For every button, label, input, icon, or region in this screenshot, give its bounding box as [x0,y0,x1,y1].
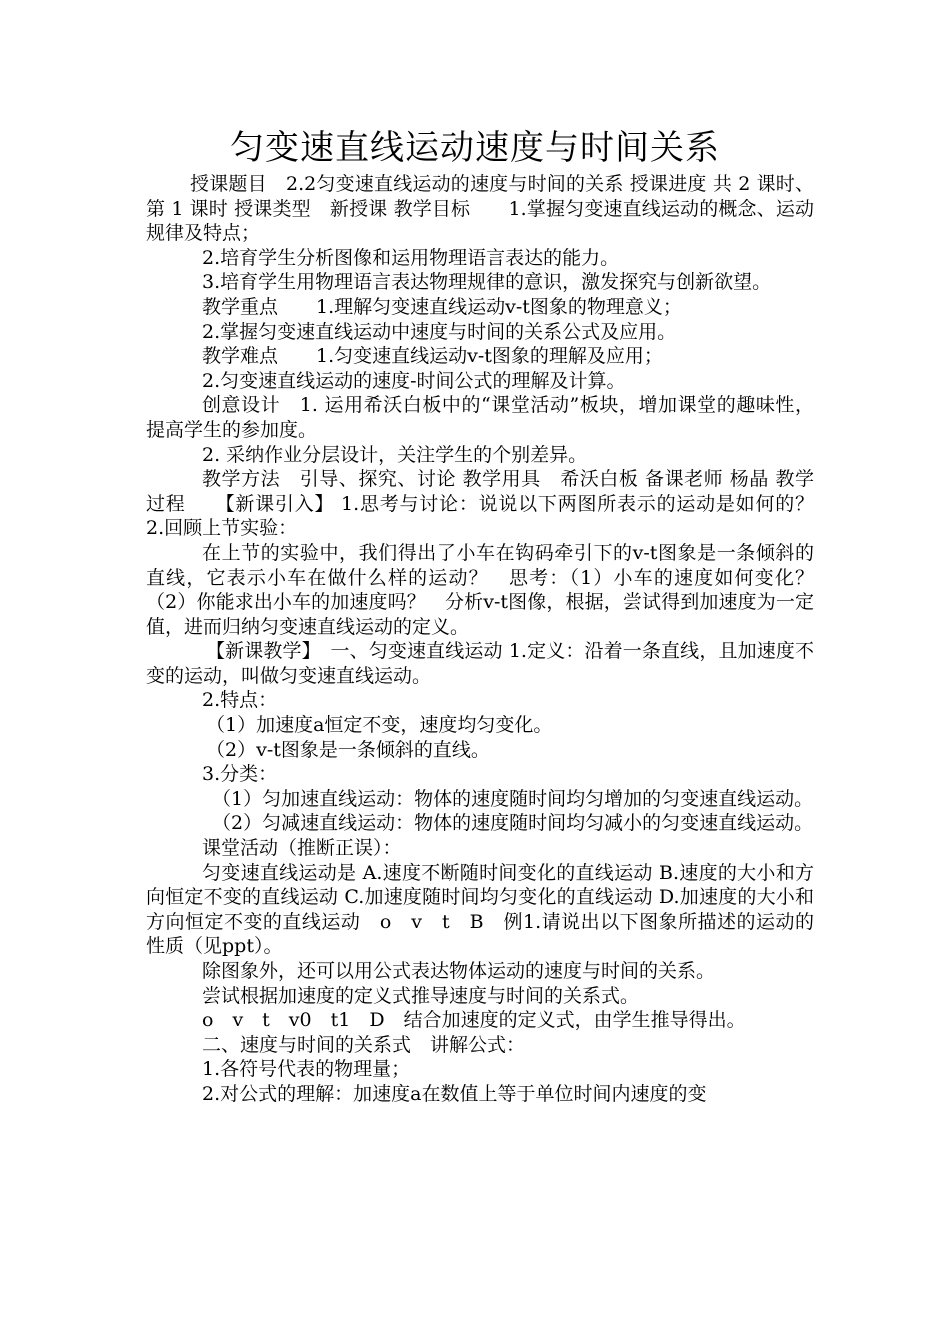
paragraph: 3.培育学生用物理语言表达物理规律的意识，激发探究与创新欲望。 [202,271,772,294]
paragraph: 创意设计 1. 运用希沃白板中的“课堂活动”板块，增加课堂的趣味性，提高学生的参加度。 [146,394,814,441]
paragraph: 1.各符号代表的物理量； [202,1058,411,1081]
paragraph: 尝试根据加速度的定义式推导速度与时间的关系式。 [202,984,640,1007]
paragraph: 匀变速直线运动是 A.速度不断随时间变化的直线运动 B.速度的大小和方向恒定不变的直线运动 C.加速度随时间均匀变化的直线运动 D.加速度的大小和方向恒定不变的直线运动 o v t B 例1.请说出以下图象所描述的运动的性质（见ppt）。 [146,861,814,958]
paragraph: 教学方法 引导、探究、讨论 教学用具 希沃白板 备课老师 杨晶 教学过程 【新课引入】 1.思考与讨论：说说以下两图所表示的运动是如何的？ 2.回顾上节实验： [146,468,834,540]
document-title: 匀变速直线运动速度与时间关系 [230,128,720,168]
paragraph: 2.匀变速直线运动的速度-时间公式的理解及计算。 [202,369,626,392]
paragraph: 2.掌握匀变速直线运动中速度与时间的关系公式及应用。 [202,320,677,343]
paragraph: 2.培育学生分析图像和运用物理语言表达的能力。 [202,246,620,269]
paragraph: 课堂活动（推断正误）： [202,837,402,860]
paragraph: 2. 采纳作业分层设计，关注学生的个别差异。 [202,443,588,466]
paragraph: 在上节的实验中，我们得出了小车在钩码牵引下的v-t图象是一条倾斜的直线，它表示小车在做什么样的运动？ 思考：（1）小车的速度如何变化？ （2）你能求出小车的加速度吗？ 分析v-t图像，根据，尝试得到加速度为一定值，进而归纳匀变速直线运动的定义。 [146,541,853,638]
paragraph: 【新课教学】 一、匀变速直线运动 1.定义：沿着一条直线，且加速度不变的运动，叫做匀变速直线运动。 [146,640,814,687]
paragraph: （2）匀减速直线运动：物体的速度随时间均匀减小的匀变速直线运动。 [212,812,814,835]
paragraph: （2）v-t图象是一条倾斜的直线。 [206,738,490,761]
paragraph: 2.对公式的理解：加速度a在数值上等于单位时间内速度的变 [202,1082,707,1105]
paragraph: o v t v0 t1 D 结合加速度的定义式，由学生推导得出。 [202,1009,746,1032]
document-body [146,172,853,1107]
paragraph: 教学难点 1.匀变速直线运动v-t图象的理解及应用； [202,345,663,368]
paragraph: 二、速度与时间的关系式 讲解公式： [202,1033,526,1056]
paragraph: （1）匀加速直线运动：物体的速度随时间均匀增加的匀变速直线运动。 [212,787,814,810]
paragraph: 除图象外，还可以用公式表达物体运动的速度与时间的关系。 [202,960,716,982]
paragraph: 2.特点： [202,689,278,712]
paragraph: （1）加速度a恒定不变，速度均匀变化。 [206,714,553,737]
paragraph: 教学重点 1.理解匀变速直线运动v-t图象的物理意义； [202,295,682,318]
paragraph: 3.分类： [202,763,278,786]
paragraph: 授课题目 2.2匀变速直线运动的速度与时间的关系 授课进度 共 2 课时、第 1 课时 授课类型 新授课 教学目标 1.掌握匀变速直线运动的概念、运动规律及特点； [146,173,814,245]
